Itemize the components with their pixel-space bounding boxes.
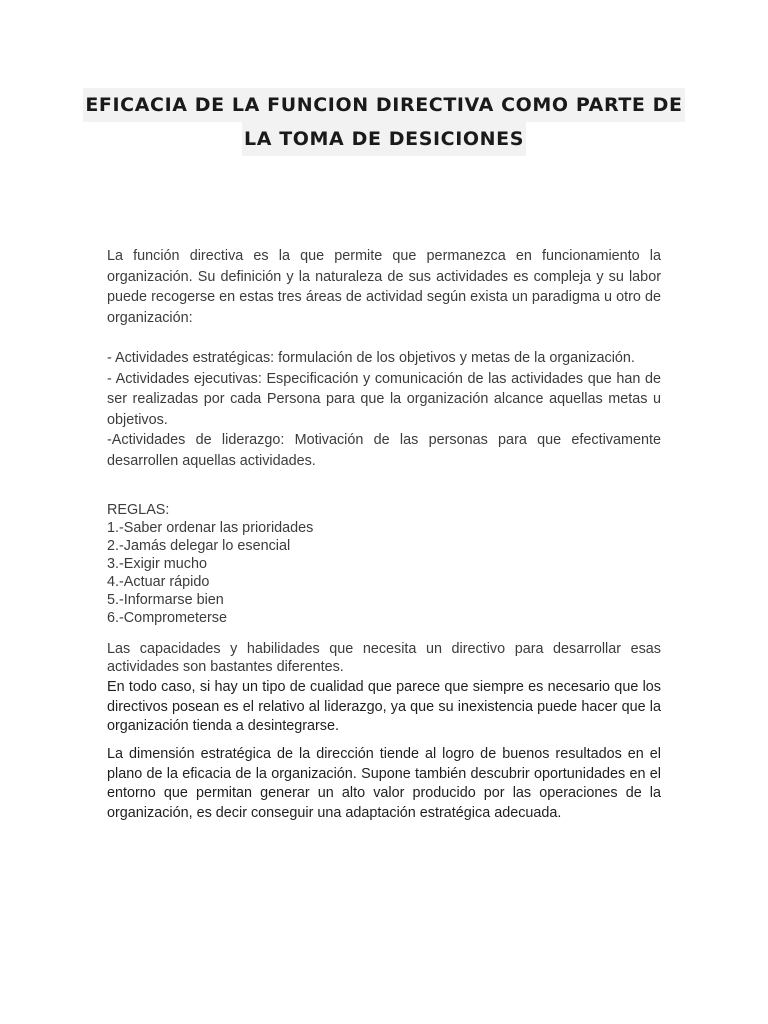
activity-executive: - Actividades ejecutivas: Especificación y comunicación de las actividades que han de ser realizadas por cada Persona para que la organización alcance aquellas metas u objetivos. xyxy=(107,370,661,428)
rule-item: 4.-Actuar rápido xyxy=(107,574,210,590)
rule-item: 6.-Comprometerse xyxy=(107,610,227,626)
title-line-2: LA TOMA DE DESICIONES xyxy=(242,122,526,156)
capacities-paragraph: Las capacidades y habilidades que necesita un directivo para desarrollar esas actividades son bastantes diferentes. xyxy=(107,641,661,675)
activity-leadership: -Actividades de liderazgo: Motivación de las personas para que efectivamente desarrollen aquellas actividades. xyxy=(107,432,661,469)
document-title xyxy=(60,88,708,156)
rule-item: 1.-Saber ordenar las prioridades xyxy=(107,520,314,536)
rules-heading: REGLAS: xyxy=(107,502,170,518)
strategic-dimension-paragraph: La dimensión estratégica de la dirección tiende al logro de buenos resultados en el plano de la eficacia de la organización. Supone también descubrir oportunidades en el entorno que permitan generar un alto valor producido por las operaciones de la organización, es decir conseguir una adaptación estratégica adecuada. xyxy=(107,746,661,821)
rules-list xyxy=(107,501,661,627)
intro-paragraph: La función directiva es la que permite que permanezca en funcionamiento la organización. Su definición y la naturaleza de sus actividades es compleja y su labor puede recogerse en estas tres áreas de actividad según exista un paradigma u otro de organización: xyxy=(107,248,661,326)
title-line-1: EFICACIA DE LA FUNCION DIRECTIVA COMO PARTE DE xyxy=(83,88,684,122)
title-line-1-wrap xyxy=(60,88,708,122)
rule-item: 5.-Informarse bien xyxy=(107,592,224,608)
leadership-paragraph: En todo caso, si hay un tipo de cualidad que parece que siempre es necesario que los directivos posean es el relativo al liderazgo, ya que su inexistencia puede hacer que la organización tienda a desintegrarse. xyxy=(107,679,661,734)
title-line-2-wrap xyxy=(60,122,708,156)
rule-item: 3.-Exigir mucho xyxy=(107,556,207,572)
activity-strategic: - Actividades estratégicas: formulación de los objetivos y metas de la organización. xyxy=(107,350,635,366)
rule-item: 2.-Jamás delegar lo esencial xyxy=(107,538,291,554)
activities-list xyxy=(107,348,661,472)
